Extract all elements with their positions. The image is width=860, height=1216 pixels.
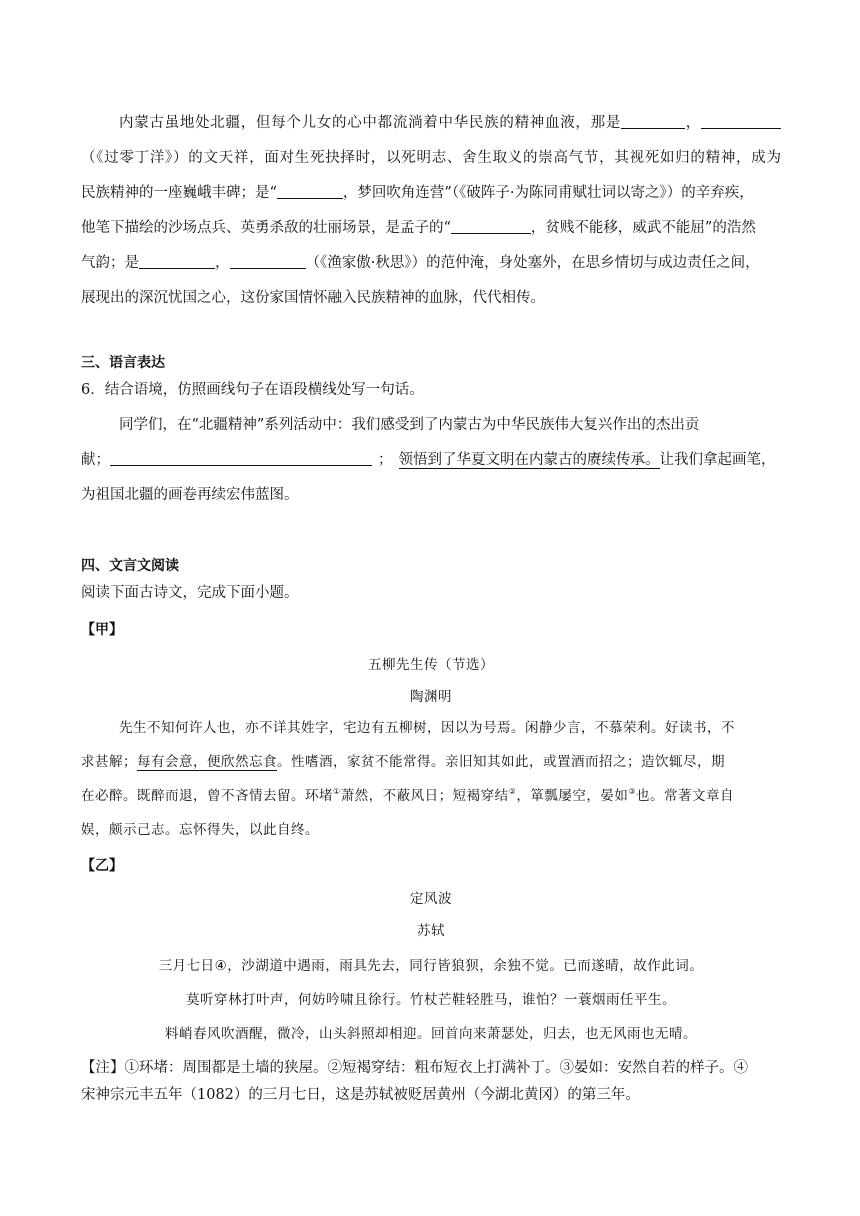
notes-line-1: 【注】①环堵：周围都是土墙的狭屋。②短褐穿结：粗布短衣上打满补丁。③晏如：安然自若的样子。④	[81, 1060, 748, 1076]
reading-instruction: 阅读下面古诗文，完成下面小题。	[81, 585, 299, 601]
answer-blank[interactable]	[139, 253, 215, 269]
answer-blank[interactable]	[621, 113, 685, 129]
passage-text: 献；	[81, 452, 110, 468]
passage-text: 同学们，在“北疆精神”系列活动中：我们感受到了内蒙古为中华民族伟大复兴作出的杰出贡	[119, 417, 700, 433]
footnote-marker: ③	[628, 787, 637, 796]
jia-line-3	[81, 786, 781, 806]
jia-line-4: 娱，颇示己志。忘怀得失，以此自终。	[81, 822, 319, 838]
passage-text: ，梦回吹角连营”（《破阵子·为陈同甫赋壮词以寄之》）的辛弃疾，	[342, 185, 754, 201]
passage-line-4	[81, 218, 781, 238]
passage-text: 内蒙古虽地处北疆，但每个儿女的心中都流淌着中华民族的精神血液，那是	[119, 115, 622, 131]
passage-line-2: （《过零丁洋》）的文天祥，面对生死抉择时，以死明志、舍生取义的崇高气节，其视死如归的精神，成为	[81, 150, 781, 166]
classical-text: 先生不知何许人也，亦不详其姓字，宅边有五柳树，因以为号焉。闲静少言，不慕荣利。好读书，不	[119, 720, 735, 736]
classical-text: 在必醉。既醉而退，曾不吝情去留。环堵	[81, 788, 333, 804]
classical-text: 。性嗜酒，家贫不能常得。亲旧知其如此，或置酒而招之；造饮辄尽，期	[277, 754, 725, 770]
label-jia: 【甲】	[81, 622, 123, 638]
jia-title: 五柳先生传（节选）	[368, 657, 494, 673]
footnote-marker: ①	[333, 787, 341, 796]
section3-para-line-3: 为祖国北疆的画卷再续宏伟蓝图。	[81, 487, 299, 503]
yi-author: 苏轼	[417, 923, 445, 939]
yi-verse-1: 莫听穿林打叶声，何妨吟啸且徐行。竹杖芒鞋轻胜马，谁怕？一蓑烟雨任平生。	[186, 992, 676, 1008]
footnote-marker: ②	[508, 787, 517, 796]
classical-text: 求甚解；	[81, 754, 137, 770]
section-heading-language: 三、语言表达	[81, 355, 165, 371]
passage-text: 民族精神的一座巍峨丰碑；是“	[81, 185, 277, 201]
jia-line-2	[81, 752, 781, 772]
passage-text: 让我们拿起画笔，	[659, 452, 776, 468]
passage-line-5	[81, 253, 781, 273]
section3-para-line-2	[81, 450, 781, 470]
yi-verse-2: 料峭春风吹酒醒，微冷，山头斜照却相迎。回首向来萧瑟处，归去，也无风雨也无晴。	[165, 1026, 697, 1042]
passage-text: （《渔家傲·秋思》）的范仲淹，身处塞外，在思乡情切与成边责任之间，	[305, 255, 760, 271]
passage-text: ，	[685, 115, 702, 131]
section-heading-classical: 四、文言文阅读	[81, 558, 179, 574]
question-6: 6．结合语境，仿照画线句子在语段横线处写一句话。	[81, 382, 424, 398]
passage-text: 他笔下描绘的沙场点兵、英勇杀敌的壮丽场景，是孟子的“	[81, 220, 451, 236]
passage-line-6: 展现出的深沉忧国之心，这份家国情怀融入民族精神的血脉，代代相传。	[81, 290, 545, 306]
classical-text: ，箪瓢屡空，晏如	[516, 788, 629, 804]
passage-text: 气韵；是	[81, 255, 139, 271]
passage-text: ，	[215, 255, 230, 271]
section3-para-line-1	[81, 415, 781, 435]
passage-text: ，贫贱不能移，威武不能屈”的浩然	[530, 220, 756, 236]
passage-text: ；	[378, 452, 393, 468]
passage-line-3	[81, 183, 781, 203]
answer-blank[interactable]	[110, 450, 372, 466]
jia-author: 陶渊明	[410, 689, 452, 705]
answer-blank[interactable]	[230, 253, 306, 269]
passage-line-1	[81, 113, 781, 133]
yi-preface: 三月七日④，沙湖道中遇雨，雨具先去，同行皆狼狈，余独不觉。已而遂晴，故作此词。	[158, 958, 704, 974]
yi-title: 定风波	[410, 891, 452, 907]
notes-line-2: 宋神宗元丰五年（1082）的三月七日，这是苏轼被贬居黄州（今湖北黄冈）的第三年。	[81, 1087, 640, 1103]
answer-blank[interactable]	[701, 113, 781, 129]
underlined-model-sentence: 领悟到了华夏文明在内蒙古的赓续传承。	[398, 452, 660, 468]
underlined-sentence: 每有会意，便欣然忘食	[137, 754, 277, 770]
label-yi: 【乙】	[81, 858, 123, 874]
classical-text: 也。常著文章自	[636, 788, 735, 804]
classical-text: 萧然，不蔽风日；短褐穿结	[340, 788, 509, 804]
answer-blank[interactable]	[451, 218, 531, 234]
answer-blank[interactable]	[277, 183, 343, 199]
jia-line-1	[81, 718, 781, 738]
